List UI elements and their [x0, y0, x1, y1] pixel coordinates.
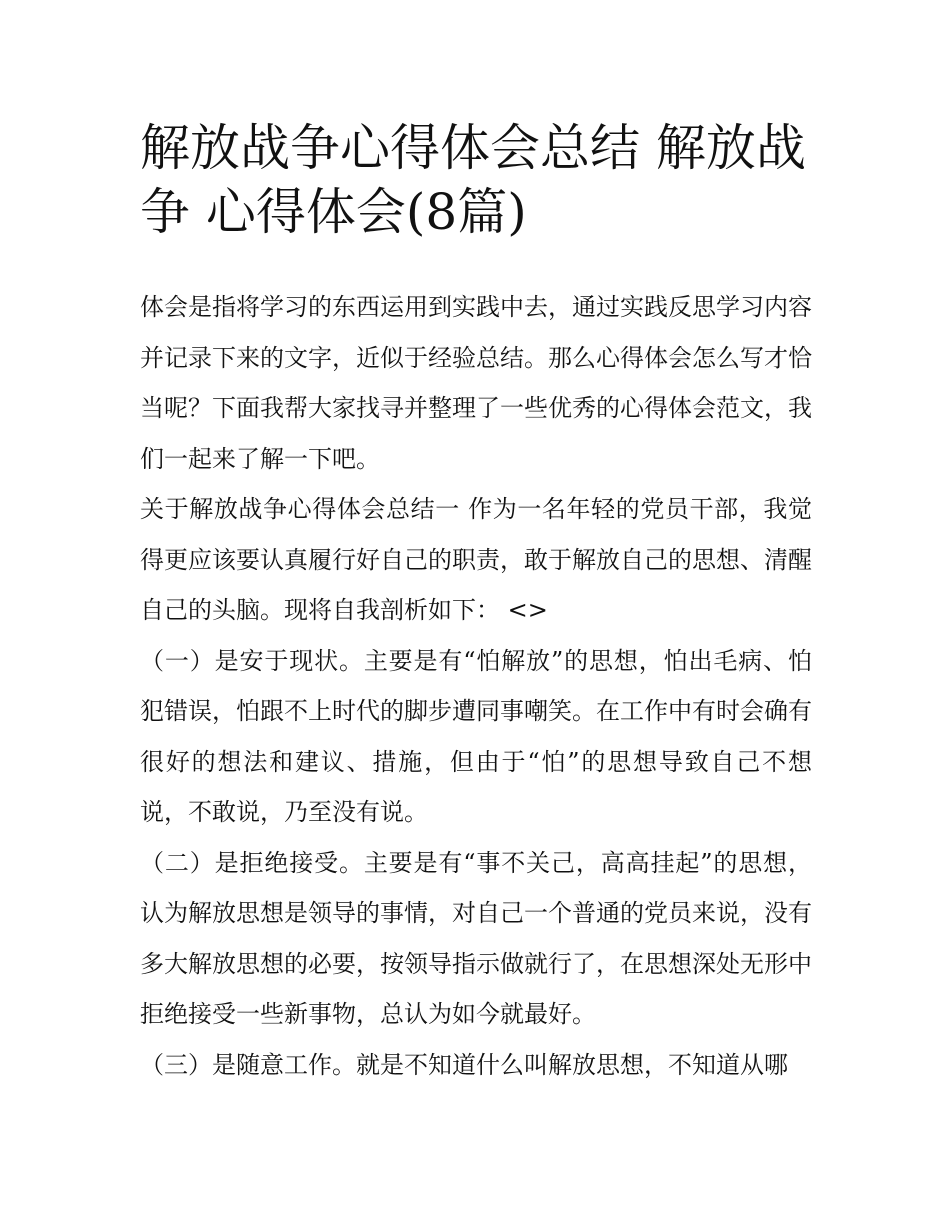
paragraph-intro: 体会是指将学习的东西运用到实践中去，通过实践反思学习内容并记录下来的文字，近似于经验总结。那么心得体会怎么写才恰当呢？下面我帮大家找寻并整理了一些优秀的心得体会范文，我们一起来了解一下吧。 — [140, 293, 812, 473]
paragraph-point-one: （一）是安于现状。主要是有“怕解放”的思想，怕出毛病、怕犯错误，怕跟不上时代的脚步遭同事嘲笑。在工作中有时会确有很好的想法和建议、措施，但由于“怕”的思想导致自己不想说，不敢说，乃至没有说。 — [140, 646, 812, 826]
document-body — [140, 282, 812, 1090]
document-title: 解放战争心得体会总结 解放战争 心得体会(8篇) — [140, 119, 806, 241]
paragraph-summary-one: 关于解放战争心得体会总结一 作为一名年轻的党员干部，我觉得更应该要认真履行好自己的职责，敢于解放自己的思想、清醒自己的头脑。现将自我剖析如下： <> — [140, 495, 812, 624]
paragraph-point-two: （二）是拒绝接受。主要是有“事不关己，高高挂起”的思想，认为解放思想是领导的事情，对自己一个普通的党员来说，没有多大解放思想的必要，按领导指示做就行了，在思想深处无形中拒绝接受一些新事物，总认为如今就最好。 — [140, 848, 812, 1028]
paragraph-point-three: （三）是随意工作。就是不知道什么叫解放思想，不知道从哪 — [140, 1050, 788, 1079]
